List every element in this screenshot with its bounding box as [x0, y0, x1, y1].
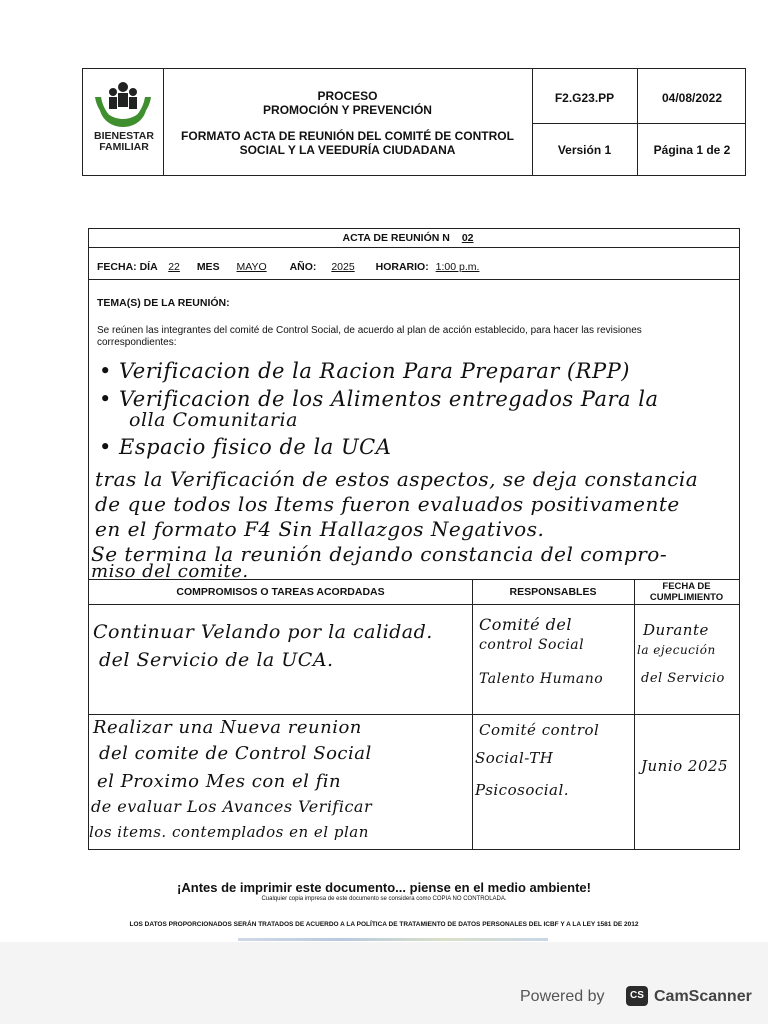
environment-notice: ¡Antes de imprimir este documento... piense en el medio ambiente!	[177, 880, 591, 895]
task-line: Continuar Velando por la calidad.	[93, 621, 433, 643]
format-title: FORMATO ACTA DE REUNIÓN DEL COMITÉ DE CONTROL SOCIAL Y LA VEEDURÍA CIUDADANA	[181, 129, 514, 157]
handwritten-line: en el formato F4 Sin Hallazgos Negativos.	[95, 517, 545, 541]
document-version: Versión 1	[557, 143, 612, 157]
handwritten-line: de que todos los Items fueron evaluados positivamente	[95, 492, 680, 516]
responsible-line: Talento Humano	[479, 671, 604, 687]
camscanner-logo	[626, 986, 648, 1006]
task-line: los items. contemplados en el plan	[89, 823, 369, 841]
handwritten-line: • Verificacion de los Alimentos entregados Para la	[99, 387, 659, 411]
document-header	[82, 68, 746, 176]
responsibles-header: RESPONSABLES	[509, 586, 597, 598]
task-line: del comite de Control Social	[99, 743, 372, 764]
document-code: F2.G23.PP	[554, 91, 615, 105]
due-date-line: Junio 2025	[641, 757, 729, 775]
responsible-line: Social-TH	[475, 749, 554, 767]
camscanner-brand: CamScanner	[654, 988, 752, 1005]
due-date-line: del Servicio	[641, 671, 725, 686]
responsible-line: Comité control	[479, 721, 600, 739]
document-date: 04/08/2022	[661, 91, 723, 105]
handwritten-line: • Verificacion de la Racion Para Preparar (RPP)	[99, 359, 630, 383]
handwritten-line: • Espacio fisico de la UCA	[99, 435, 392, 459]
icbf-logo	[91, 75, 155, 129]
task-line: del Servicio de la UCA.	[99, 649, 334, 671]
logo-wordmark: BIENESTAR FAMILIAR	[94, 130, 154, 153]
task-line: de evaluar Los Avances Verificar	[91, 797, 373, 816]
handwritten-line: miso del comite.	[91, 561, 249, 582]
data-policy-notice: LOS DATOS PROPORCIONADOS SERÁN TRATADOS DE ACUERDO A LA POLÍTICA DE TRATAMIENTO DE DATOS PERSONALES DEL ICBF Y A LA LEY 1581 DE 2012	[129, 921, 639, 928]
task-line: Realizar una Nueva reunion	[93, 717, 362, 738]
due-date-header: FECHA DE CUMPLIMIENTO	[649, 581, 724, 603]
meeting-date-line: FECHA: DÍA 22 MES MAYO AÑO: 2025 HORARIO: 1:00 p.m.	[97, 261, 505, 273]
responsible-line: Psicosocial.	[475, 781, 570, 799]
due-date-line: Durante	[643, 621, 709, 639]
process-title: PROCESO PROMOCIÓN Y PREVENCIÓN	[263, 89, 432, 117]
meeting-minutes-table	[88, 228, 740, 850]
scan-artifact-strip	[238, 938, 548, 941]
handwritten-line: tras la Verificación de estos aspectos, se deja constancia	[95, 467, 699, 491]
acta-title: ACTA DE REUNIÓN N 02	[342, 232, 474, 244]
responsible-line: Comité del	[479, 615, 572, 634]
intro-text: Se reúnen las integrantes del comité de Control Social, de acuerdo al plan de acción establecido, para hacer las revisiones correspondientes:	[97, 325, 642, 348]
due-date-line: la ejecución	[637, 643, 716, 657]
task-line: el Proximo Mes con el fin	[97, 771, 342, 792]
copy-notice: Cualquier copia impresa de este documento se considera como COPIA NO CONTROLADA.	[261, 896, 507, 902]
powered-by-label: Powered by	[520, 988, 605, 1005]
page-number: Página 1 de 2	[653, 143, 731, 157]
handwritten-line: olla Comunitaria	[129, 409, 298, 431]
meeting-month: MAYO	[236, 261, 267, 273]
topics-label: TEMA(S) DE LA REUNIÓN:	[97, 297, 230, 309]
meeting-day: 22	[168, 261, 180, 273]
handwritten-line: Se termina la reunión dejando constancia del compro-	[91, 542, 668, 566]
meeting-time: 1:00 p.m.	[435, 261, 480, 273]
commitments-header: COMPROMISOS O TAREAS ACORDADAS	[176, 586, 385, 598]
scan-background	[0, 942, 768, 1024]
meeting-year: 2025	[331, 261, 355, 273]
responsible-line: control Social	[479, 637, 585, 653]
camscanner-badge: CS	[630, 990, 644, 1001]
